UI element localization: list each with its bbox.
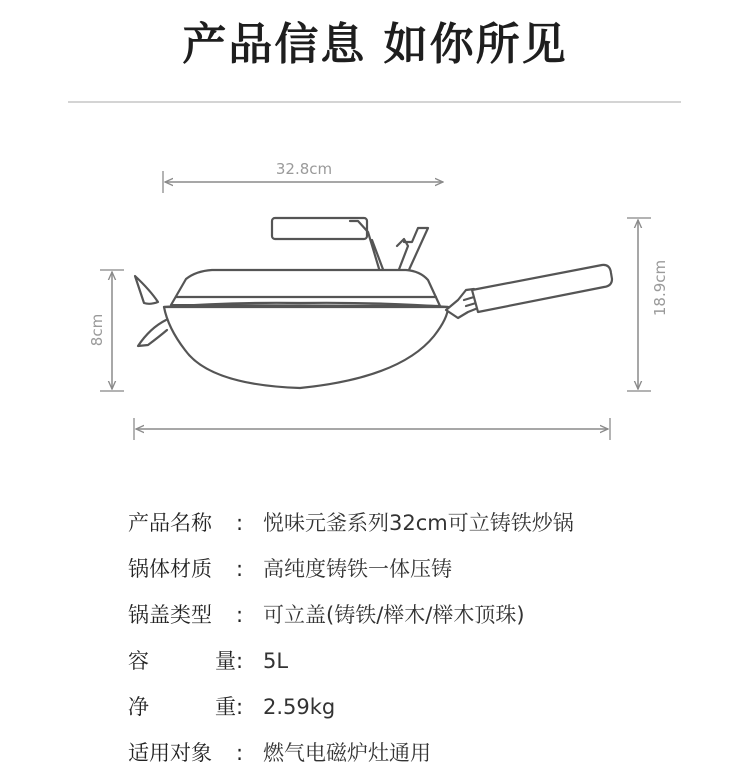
spec-value: 5L [263,649,289,673]
height-dimension [627,218,669,391]
spec-colon: : [236,603,244,627]
spec-colon: : [236,741,244,765]
spec-row-lid [128,592,728,638]
top-width-label: 32.8cm [275,160,333,178]
helper-handle [135,276,167,346]
lid [171,270,440,306]
spec-row-weight [128,684,728,730]
spec-label-char: 净 [128,695,149,719]
spec-label: 锅盖类型 [128,603,212,627]
spec-label: 锅体材质 [128,557,212,581]
handle-grip [472,265,612,312]
spec-colon: : [236,557,244,581]
spec-label-char: 重 [215,695,236,719]
depth-dimension [88,270,124,391]
spec-colon: : [236,511,244,535]
spec-value: 2.59kg [263,695,336,719]
height-label: 18.9cm [651,259,669,317]
spec-row-name [128,500,728,546]
top-width-dimension [163,160,443,193]
spec-label-char: 容 [128,649,149,673]
depth-label: 8cm [88,313,106,347]
spec-label: 产品名称 [128,511,212,535]
spec-list [128,500,728,776]
spec-label [128,684,236,730]
spec-row-compatibility [128,730,728,776]
spec-value: 悦味元釜系列32cm可立铸铁炒锅 [263,511,574,535]
page-title: 产品信息 如你所见 [182,19,568,70]
spec-value: 可立盖(铸铁/榉木/榉木顶珠) [263,603,525,627]
wok-body [164,307,448,388]
spec-row-capacity [128,638,728,684]
spec-colon: : [236,695,244,719]
spec-value: 高纯度铸铁一体压铸 [263,557,452,581]
wok-outline [135,218,612,388]
spec-label [128,638,236,684]
spec-label-char: 量 [215,649,236,673]
spec-row-material [128,546,728,592]
spec-label: 适用对象 [128,741,212,765]
length-dimension [134,418,610,440]
spec-colon: : [236,649,244,673]
spec-value: 燃气电磁炉灶通用 [263,741,431,765]
